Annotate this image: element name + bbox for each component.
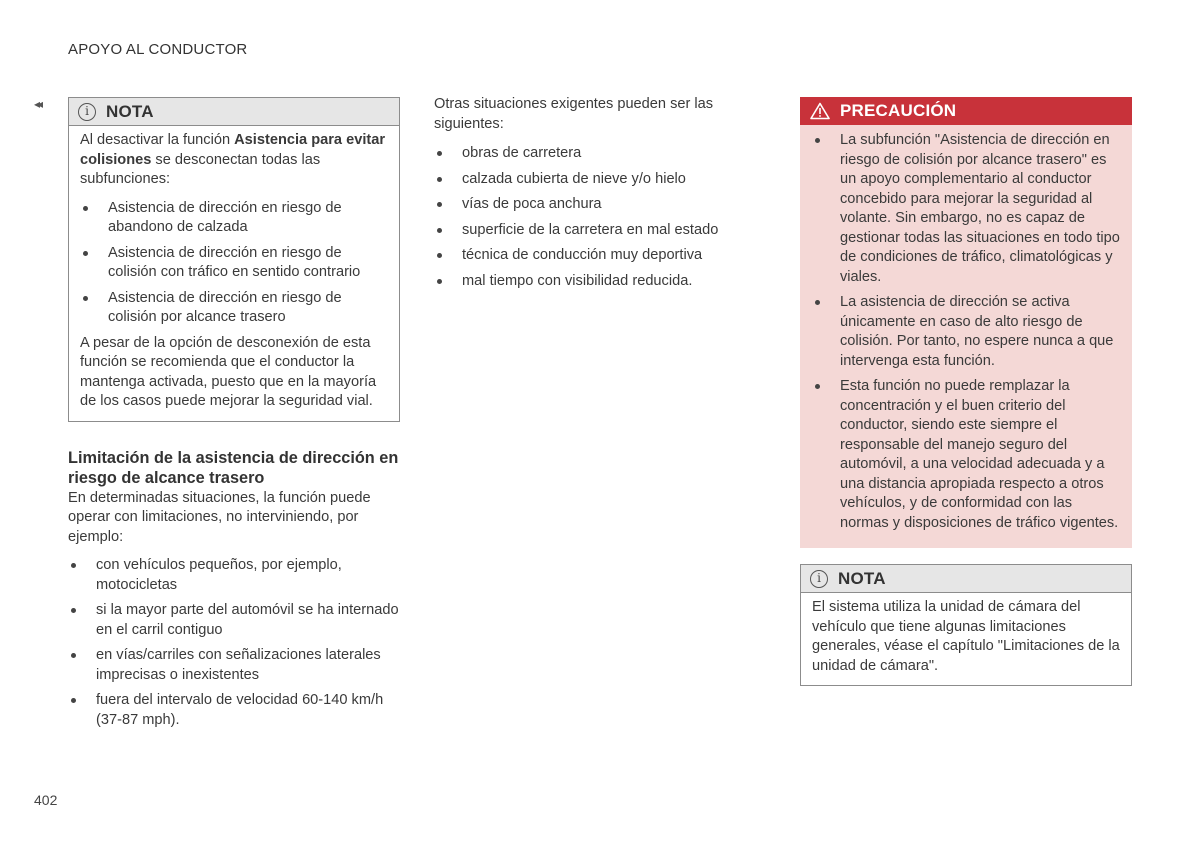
note-body (801, 593, 1131, 685)
list-item: Esta función no puede remplazar la concentración y el buen criterio del conductor, siendo este siempre el responsable del manejo seguro del automóvil, a una velocidad adecuada y a una distancia apropiada respecto a otros vehículos, y de conformidad con las normas y disposiciones de tráfico vigentes. (812, 377, 1120, 533)
note-intro-text: Al desactivar la función (80, 132, 235, 148)
list-item: en vías/carriles con señalizaciones laterales imprecisas o inexistentes (68, 646, 400, 685)
note-body (69, 126, 399, 421)
note-outro: A pesar de la opción de desconexión de esta función se recomienda que el conductor la mantenga activada, puesto que en la mayoría de los casos puede mejorar la seguridad vial. (80, 334, 377, 409)
list-item: calzada cubierta de nieve y/o hielo (434, 170, 744, 190)
limitations-list (68, 556, 400, 730)
list-item: técnica de conducción muy deportiva (434, 246, 744, 266)
section-heading: Limitación de la asistencia de dirección en riesgo de alcance trasero (68, 448, 399, 487)
column-middle (434, 95, 744, 297)
info-icon: i (78, 103, 96, 121)
list-item: si la mayor parte del automóvil se ha internado en el carril contiguo (68, 601, 400, 640)
note-title: NOTA (106, 101, 154, 121)
page-number: 402 (34, 792, 58, 808)
note-intro-bold: Asistencia para evitar colisiones (80, 132, 386, 168)
column-right (800, 97, 1132, 686)
note-box (68, 97, 400, 422)
caution-body (800, 125, 1132, 548)
list-item: fuera del intervalo de velocidad 60-140 km/h (37-87 mph). (68, 691, 400, 730)
list-item: Asistencia de dirección en riesgo de colisión con tráfico en sentido contrario (80, 244, 388, 283)
list-item: con vehículos pequeños, por ejemplo, motocicletas (68, 556, 400, 595)
list-item: superficie de la carretera en mal estado (434, 221, 744, 241)
note-title: NOTA (838, 568, 886, 588)
note-header (801, 565, 1131, 593)
section-intro: En determinadas situaciones, la función puede operar con limitaciones, no interviniendo, por ejemplo: (68, 489, 371, 545)
other-list (434, 144, 744, 291)
note-header (69, 98, 399, 126)
caution-box (800, 97, 1132, 548)
back-nav-icon[interactable]: ◂◂ (34, 97, 41, 111)
info-icon: i (810, 570, 828, 588)
list-item: obras de carretera (434, 144, 744, 164)
list-item: Asistencia de dirección en riesgo de colisión por alcance trasero (80, 289, 388, 328)
caution-list (812, 131, 1120, 533)
list-item: vías de poca anchura (434, 195, 744, 215)
note-text: El sistema utiliza la unidad de cámara del vehículo que tiene algunas limitaciones generales, véase el capítulo "Limitaciones de la unidad de cámara". (812, 599, 1120, 674)
note-intro (80, 131, 388, 190)
note-intro-text-end: se desconectan todas las subfunciones: (80, 151, 321, 187)
note-box-camera (800, 564, 1132, 686)
list-item: mal tiempo con visibilidad reducida. (434, 272, 744, 292)
section-header: APOYO AL CONDUCTOR (68, 41, 248, 58)
note-list (80, 199, 388, 328)
other-intro: Otras situaciones exigentes pueden ser las siguientes: (434, 96, 714, 132)
list-item: Asistencia de dirección en riesgo de abandono de calzada (80, 199, 388, 238)
caution-header (800, 97, 1132, 125)
warning-icon (810, 102, 830, 120)
column-left (68, 97, 400, 736)
list-item: La asistencia de dirección se activa únicamente en caso de alto riesgo de colisión. Por tanto, no espere nunca a que intervenga esta función. (812, 293, 1120, 371)
caution-title: PRECAUCIÓN (840, 101, 957, 121)
list-item: La subfunción "Asistencia de dirección en riesgo de colisión por alcance trasero" es un apoyo complementario al conductor concebido para mejorar la seguridad al volante. Sin embargo, no es capaz de gestionar todas las situaciones en todo tipo de condiciones de tráfico, climatológicas y viales. (812, 131, 1120, 287)
